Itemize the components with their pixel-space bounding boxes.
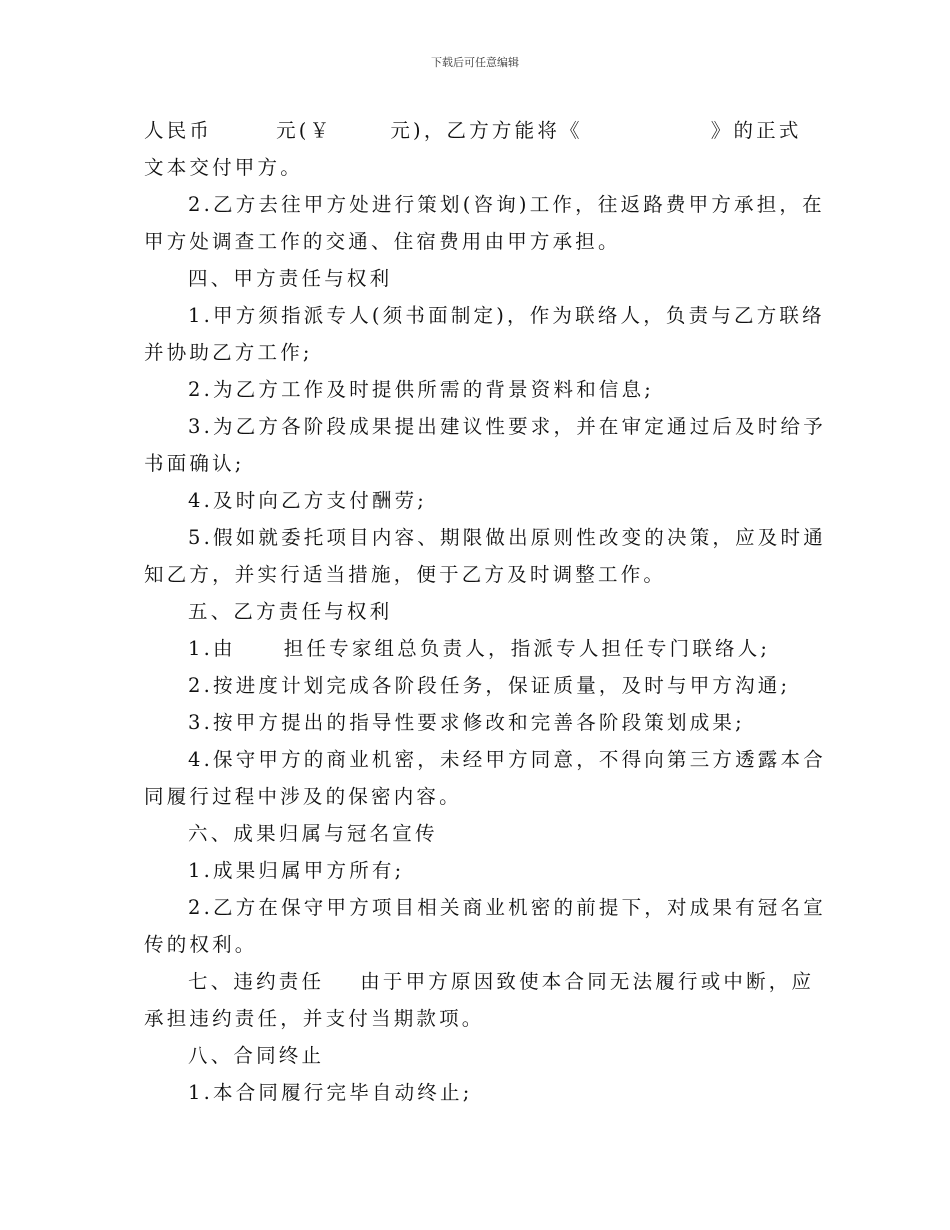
text-line: 甲方处调查工作的交通、住宿费用由甲方承担。 [144, 230, 621, 253]
text-line: 4.及时向乙方支付酬劳; [188, 489, 428, 512]
text-line: 书面确认; [144, 452, 245, 475]
text-line: 并协助乙方工作; [144, 341, 313, 364]
text-fragment: 人民币 [144, 119, 213, 142]
text-line [144, 630, 796, 667]
text-line: 1.成果归属甲方所有; [188, 859, 405, 882]
text-line: 文本交付甲方。 [144, 156, 303, 179]
text-line: 传的权利。 [144, 933, 258, 956]
text-line: 2.按进度计划完成各阶段任务，保证质量，及时与甲方沟通; [188, 674, 791, 697]
section-heading: 六、成果归属与冠名宣传 [188, 822, 438, 845]
section-heading: 四、甲方责任与权利 [188, 267, 393, 290]
text-fragment: 》的正式 [710, 119, 802, 142]
text-line: 5.假如就委托项目内容、期限做出原则性改变的决策，应及时通 [188, 526, 826, 549]
text-line: 3.按甲方提出的指导性要求修改和完善各阶段策划成果; [188, 711, 745, 734]
text-line: 承担违约责任，并支付当期款项。 [144, 1007, 485, 1030]
text-fragment: 元(￥ [276, 119, 333, 142]
text-fragment: 1.由 [188, 637, 236, 660]
section-heading: 八、合同终止 [188, 1044, 325, 1067]
text-fragment: 由于甲方原因致使本合同无法履行或中断，应 [360, 970, 815, 993]
page-header: 下载后可任意编辑 [431, 56, 519, 69]
text-line: 4.保守甲方的商业机密，未经甲方同意，不得向第三方透露本合 [188, 748, 826, 771]
section-heading: 五、乙方责任与权利 [188, 600, 393, 623]
text-line: 2.乙方去往甲方处进行策划(咨询)工作，往返路费甲方承担，在 [188, 193, 825, 216]
section-heading: 七、违约责任 [188, 970, 325, 993]
text-line: 2.乙方在保守甲方项目相关商业机密的前提下，对成果有冠名宣 [188, 896, 826, 919]
text-line: 3.为乙方各阶段成果提出建议性要求，并在审定通过后及时给予 [188, 415, 826, 438]
text-line: 1.甲方须指派专人(须书面制定)，作为联络人，负责与乙方联络 [188, 304, 825, 327]
document-body [144, 112, 826, 1111]
text-line: 知乙方，并实行适当措施，便于乙方及时调整工作。 [144, 563, 667, 586]
text-line [144, 112, 802, 149]
text-fragment: 元)，乙方方能将《 [390, 119, 583, 142]
text-line: 同履行过程中涉及的保密内容。 [144, 785, 462, 808]
text-line: 2.为乙方工作及时提供所需的背景资料和信息; [188, 378, 655, 401]
text-fragment: 担任专家组总负责人，指派专人担任专门联络人; [283, 637, 771, 660]
text-line: 1.本合同履行完毕自动终止; [188, 1081, 473, 1104]
text-line [144, 963, 815, 1000]
